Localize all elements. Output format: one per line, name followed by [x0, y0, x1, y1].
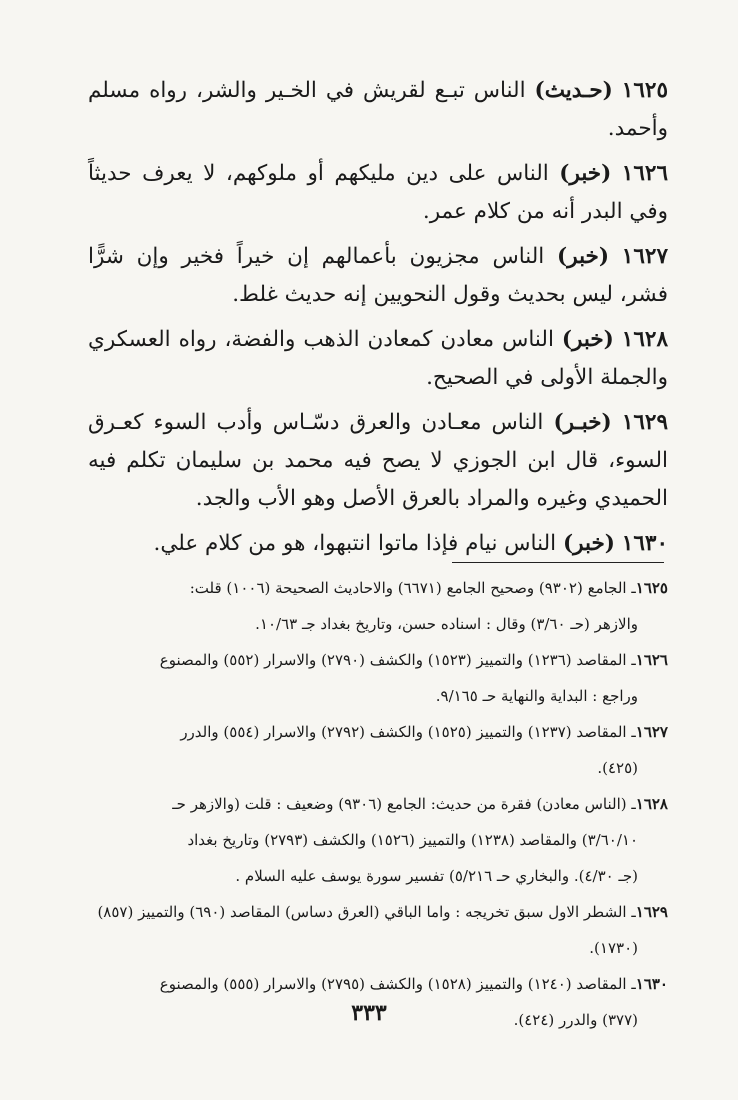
- footnote-continuation: والازهر (حـ ٣/٦٠) وقال : اسناده حسن، وتاريخ بغداد جـ ١٠/٦٣.: [255, 615, 638, 633]
- entry-tag: (خبر): [557, 244, 610, 269]
- entry-1627: [88, 238, 668, 314]
- footnote-1628: [88, 786, 668, 894]
- footnote-number: ١٦٢٨: [635, 795, 668, 813]
- footnote-text: ـ المقاصد (١٢٣٦) والتمييز (١٥٢٣) والكشف (٢٧٩٠) والاسرار (٥٥٢) والمصنوع: [159, 651, 636, 669]
- entry-tag: (خبر): [561, 327, 614, 352]
- footnote-continuation: (٣٧٧) والدرر (٤٢٤).: [513, 1011, 638, 1029]
- footnote-1625: [88, 570, 668, 642]
- footnote-number: ١٦٢٥: [635, 579, 668, 597]
- footnote-continuation: ٣/٦٠/١٠) والمقاصد (١٢٣٨) والتمييز (١٥٢٦) والكشف (٢٧٩٣) وتاريخ بغداد: [187, 831, 638, 849]
- footnote-number: ١٦٢٧: [635, 723, 668, 741]
- entry-number: ١٦٢٨: [621, 327, 668, 352]
- entry-1628: [88, 321, 668, 397]
- footnote-text: ـ الجامع (٩٣٠٢) وصحيح الجامع (٦٦٧١) والاحاديث الصحيحة (١٠٠٦) قلت:: [189, 579, 636, 597]
- entry-text: الناس نيام فإذا ماتوا انتبهوا، هو من كلام علي.: [153, 531, 557, 556]
- entry-number: ١٦٣٠: [621, 531, 668, 556]
- footnote-1626: [88, 642, 668, 714]
- main-text: [88, 72, 668, 570]
- entry-number: ١٦٢٩: [621, 410, 669, 435]
- footnote-number: ١٦٢٩: [635, 903, 668, 921]
- footnote-text: ـ المقاصد (١٢٣٧) والتمييز (١٥٢٥) والكشف (٢٧٩٢) والاسرار (٥٥٤) والدرر: [180, 723, 636, 741]
- footnote-number: ١٦٢٦: [635, 651, 668, 669]
- entry-1629: [88, 404, 668, 518]
- entry-text: الناس معادن كمعادن الذهب والفضة، رواه العسكري والجملة الأولى في الصحيح.: [88, 327, 668, 390]
- entry-text: الناس مجزيون بأعمالهم إن خيراً فخير وإن شرًّا فشر، ليس بحديث وقول النحويين إنه حديث غلط.: [88, 244, 668, 307]
- entry-1630: [88, 525, 668, 563]
- entry-number: ١٦٢٦: [621, 161, 668, 186]
- entry-1625: [88, 72, 668, 148]
- entry-tag: (حـديث): [534, 78, 613, 103]
- page-number: ٣٣٣: [351, 1000, 387, 1026]
- entry-tag: (خبر): [562, 531, 615, 556]
- footnote-continuation: (٤٢٥).: [597, 759, 638, 777]
- entry-text: الناس تبـع لقريش في الخـير والشر، رواه مسلم وأحمد.: [88, 78, 668, 141]
- footnotes: [88, 570, 668, 1038]
- footnote-text: ـ المقاصد (١٢٤٠) والتمييز (١٥٢٨) والكشف (٢٧٩٥) والاسرار (٥٥٥) والمصنوع: [159, 975, 636, 993]
- footnote-text: ـ (الناس معادن) فقرة من حديث: الجامع (٩٣٠٦) وضعيف : قلت (والازهر حـ: [172, 795, 636, 813]
- footnote-number: ١٦٣٠: [635, 975, 668, 993]
- footnote-continuation: وراجع : البداية والنهاية حـ ٩/١٦٥.: [435, 687, 638, 705]
- footnote-1627: [88, 714, 668, 786]
- entry-text: الناس معـادن والعرق دسّـاس وأدب السوء كعـرق السوء، قال ابن الجوزي لا يصح فيه محمد بن سليمان تكلم فيه الحميدي وغيره والمراد بالعرق الأصل وهو الأب والجد.: [88, 410, 668, 511]
- entry-tag: (خبر): [559, 161, 612, 186]
- entry-number: ١٦٢٧: [621, 244, 668, 269]
- entry-tag: (خبـر): [553, 410, 612, 435]
- footnote-text: ـ الشطر الاول سبق تخريجه : واما الباقي (العرق دساس) المقاصد (٦٩٠) والتمييز (٨٥٧): [97, 903, 636, 921]
- entry-text: الناس على دين مليكهم أو ملوكهم، لا يعرف حديثاً وفي البدر أنه من كلام عمر.: [88, 161, 668, 224]
- footnote-continuation: (جـ ٤/٣٠). والبخاري حـ ٥/٢١٦) تفسير سورة يوسف عليه السلام .: [235, 867, 638, 885]
- entry-1626: [88, 155, 668, 231]
- footnote-divider: [452, 562, 664, 563]
- footnote-1629: [88, 894, 668, 966]
- entry-number: ١٦٢٥: [621, 78, 668, 103]
- footnote-continuation: (١٧٣٠).: [589, 939, 638, 957]
